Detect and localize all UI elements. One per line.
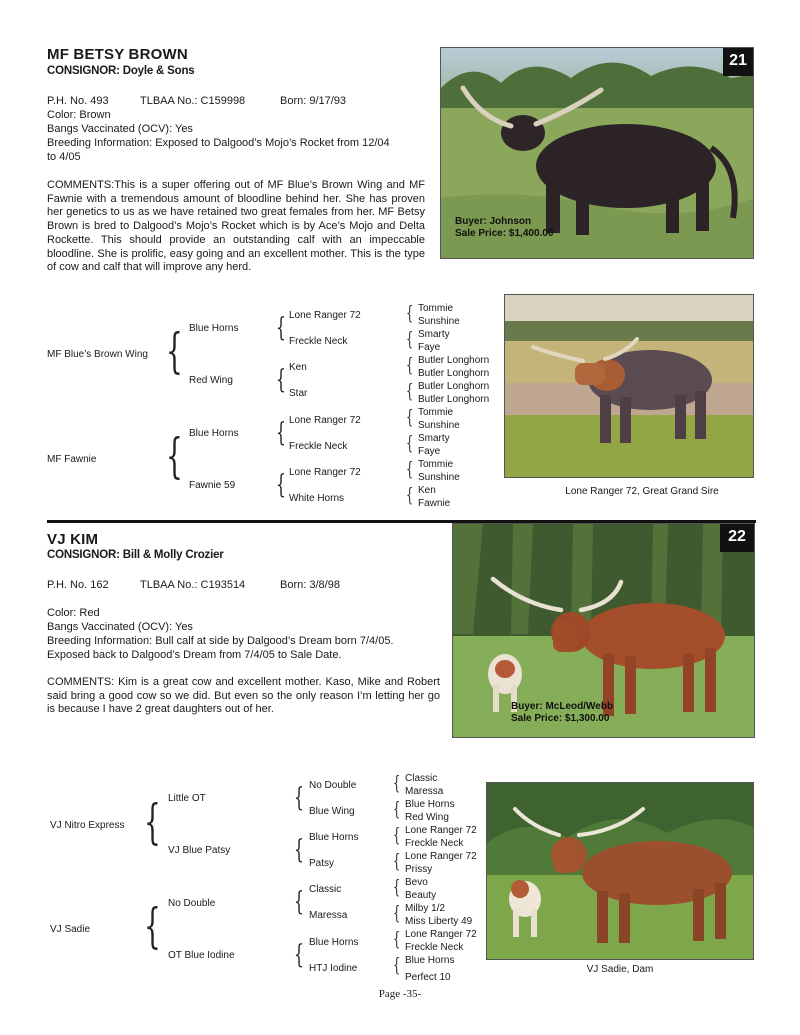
brace: { (294, 783, 304, 813)
page-number: Page -35- (378, 988, 422, 1000)
bangs-vaccinated: Bangs Vaccinated (OCV): Yes (47, 123, 193, 135)
pedigree-gen4: Milby 1/2 (405, 903, 446, 914)
pedigree-gen4: Faye (418, 446, 441, 457)
brace: { (294, 887, 304, 917)
breeding-info: Breeding Information: Exposed to Dalgood’s Mojo’s Rocket from 12/04 (47, 137, 390, 149)
pedigree-gen4: Ken (418, 485, 436, 496)
pedigree-sire: MF Blue’s Brown Wing (47, 349, 148, 360)
pedigree-gen2: VJ Blue Patsy (168, 845, 231, 856)
lot-22-sale-price: Sale Price: $1,300.00 (511, 713, 610, 724)
pedigree-gen3: Ken (289, 362, 307, 373)
dam-photo-image (487, 783, 754, 960)
pedigree-gen4: Blue Horns (405, 955, 455, 966)
born-date: Born: 3/8/98 (280, 579, 340, 591)
brace: { (144, 898, 161, 954)
lot-22-name: VJ KIM (47, 531, 99, 548)
pedigree-dam: VJ Sadie (50, 924, 91, 935)
brace: { (166, 323, 183, 379)
bull-photo-image (505, 295, 754, 478)
brace: { (393, 876, 401, 898)
color: Color: Brown (47, 109, 111, 121)
pedigree-sire: VJ Nitro Express (50, 820, 125, 831)
brace: { (393, 824, 401, 846)
pedigree-gen3: Lone Ranger 72 (289, 310, 361, 321)
pedigree-gen3: Blue Horns (309, 832, 359, 843)
ph-number: P.H. No. 493 (47, 95, 109, 107)
brace: { (406, 302, 414, 324)
brace: { (406, 484, 414, 506)
brace: { (406, 458, 414, 480)
lot-22-number-badge: 22 (720, 524, 754, 552)
pedigree-gen4: Butler Longhorn (418, 368, 490, 379)
pedigree-gen4: Butler Longhorn (418, 381, 490, 392)
pedigree-gen4: Lone Ranger 72 (405, 825, 477, 836)
dam-photo (486, 782, 754, 960)
pedigree-gen4: Butler Longhorn (418, 355, 490, 366)
pedigree-gen3: Freckle Neck (289, 336, 348, 347)
pedigree-gen3: Freckle Neck (289, 441, 348, 452)
brace: { (393, 798, 401, 820)
breeding-info-cont: to 4/05 (47, 151, 81, 163)
pedigree-gen3: Lone Ranger 72 (289, 415, 361, 426)
pedigree-gen4: Tommie (418, 303, 454, 314)
brace: { (406, 432, 414, 454)
brace: { (393, 902, 401, 924)
lot-21-comments: COMMENTS:This is a super offering out of MF Blue’s Brown Wing and MF Fawnie with a tremendous amount of bloodline behind her. She has proven her genetics to us as we have retained two great females from her. MF Betsy Brown is bred to Dalgood’s Mojo’s Rocket which is by Ace’s Mojo and Delta Rockette. This should provide an outstanding calf with an impeccable bloodline. She is prolific, easy going and an excellent mother. This is the type of cow and calf that will improve any herd. (47, 179, 425, 274)
brace: { (276, 313, 286, 343)
pedigree-gen3: Patsy (309, 858, 335, 869)
pedigree-gen4: Beauty (405, 890, 437, 901)
brace: { (393, 954, 401, 976)
lot-22-buyer: Buyer: McLeod/Webb (511, 701, 614, 712)
pedigree-gen2: Blue Horns (189, 323, 239, 334)
lot-21-sale-price: Sale Price: $1,400.00 (455, 228, 554, 239)
brace: { (393, 928, 401, 950)
lot-22-photo (452, 523, 755, 738)
pedigree-gen4: Sunshine (418, 472, 460, 483)
brace: { (406, 406, 414, 428)
pedigree-gen4: Blue Horns (405, 799, 455, 810)
pedigree-gen4: Freckle Neck (405, 838, 464, 849)
lot-21-consignor: CONSIGNOR: Doyle & Sons (47, 65, 195, 77)
pedigree-gen4: Bevo (405, 877, 428, 888)
lot-22-consignor: CONSIGNOR: Bill & Molly Crozier (47, 549, 224, 561)
pedigree-gen3: Maressa (309, 910, 348, 921)
pedigree-gen4: Butler Longhorn (418, 394, 490, 405)
pedigree-gen4: Lone Ranger 72 (405, 929, 477, 940)
lot-21-photo (440, 47, 754, 259)
pedigree-gen2: Little OT (168, 793, 206, 804)
brace: { (166, 428, 183, 484)
pedigree-gen4: Classic (405, 773, 438, 784)
pedigree-gen3: Star (289, 388, 308, 399)
pedigree-gen4: Faye (418, 342, 441, 353)
pedigree-gen4: Perfect 10 (405, 972, 451, 983)
lot-21-buyer: Buyer: Johnson (455, 216, 532, 227)
breeding-info-cont: Exposed back to Dalgood’s Dream from 7/4/05 to Sale Date. (47, 649, 342, 661)
pedigree-gen4: Lone Ranger 72 (405, 851, 477, 862)
pedigree-gen4: Sunshine (418, 316, 460, 327)
pedigree-gen4: Miss Liberty 49 (405, 916, 473, 927)
pedigree-dam: MF Fawnie (47, 454, 97, 465)
pedigree-gen3: White Horns (289, 493, 345, 504)
pedigree-gen3: Classic (309, 884, 342, 895)
pedigree-gen3: No Double (309, 780, 357, 791)
pedigree-gen4: Prissy (405, 864, 433, 875)
pedigree-gen3: Lone Ranger 72 (289, 467, 361, 478)
pedigree-gen2: Red Wing (189, 375, 233, 386)
brace: { (406, 328, 414, 350)
pedigree-gen4: Smarty (418, 329, 450, 340)
pedigree-gen2: Blue Horns (189, 428, 239, 439)
pedigree-gen2: OT Blue Iodine (168, 950, 235, 961)
brace: { (144, 794, 161, 850)
pedigree-gen3: HTJ Iodine (309, 963, 358, 974)
lot-21-name: MF BETSY BROWN (47, 46, 188, 63)
ph-number: P.H. No. 162 (47, 579, 109, 591)
brace: { (294, 835, 304, 865)
brace: { (276, 418, 286, 448)
great-grand-sire-photo (504, 294, 754, 478)
born-date: Born: 9/17/93 (280, 95, 347, 107)
brace: { (406, 354, 414, 376)
pedigree-gen4: Red Wing (405, 812, 449, 823)
pedigree-gen4: Freckle Neck (405, 942, 464, 953)
pedigree-gen4: Smarty (418, 433, 450, 444)
bangs-vaccinated: Bangs Vaccinated (OCV): Yes (47, 621, 193, 633)
tlbaa-number: TLBAA No.: C159998 (140, 95, 246, 107)
brace: { (393, 772, 401, 794)
breeding-info: Breeding Information: Bull calf at side by Dalgood’s Dream born 7/4/05. (47, 635, 394, 647)
brace: { (393, 850, 401, 872)
lot-21-info (47, 94, 427, 164)
brace: { (276, 365, 286, 395)
brace: { (276, 470, 286, 500)
pedigree-gen4: Sunshine (418, 420, 460, 431)
lot-22-info (47, 578, 432, 662)
lot-21-number-badge: 21 (723, 48, 753, 76)
brace: { (406, 380, 414, 402)
pedigree-gen3: Blue Horns (309, 937, 359, 948)
pedigree-gen4: Maressa (405, 786, 444, 797)
pedigree-gen2: No Double (168, 898, 216, 909)
pedigree-gen2: Fawnie 59 (189, 480, 236, 491)
pedigree-gen4: Tommie (418, 459, 454, 470)
sire-photo-caption: Lone Ranger 72, Great Grand Sire (565, 486, 719, 497)
lot-22-comments: COMMENTS: Kim is a great cow and excellent mother. Kaso, Mike and Robert said bring a good cow so we did. But even so the only reason I’m letting her go is because I have 2 great daughters out of her. (47, 676, 440, 716)
brace: { (294, 940, 304, 970)
color: Color: Red (47, 607, 100, 619)
pedigree-gen4: Fawnie (418, 498, 451, 509)
pedigree-gen4: Tommie (418, 407, 454, 418)
dam-photo-caption: VJ Sadie, Dam (586, 964, 654, 975)
pedigree-gen3: Blue Wing (309, 806, 355, 817)
tlbaa-number: TLBAA No.: C193514 (140, 579, 246, 591)
